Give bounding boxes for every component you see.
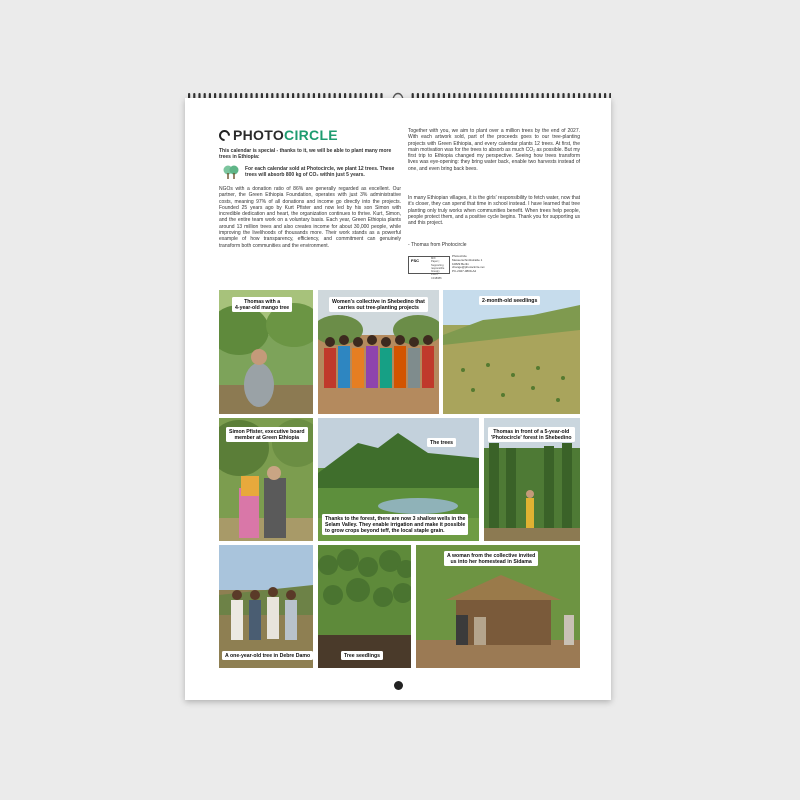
- caption-selam-valley: Thanks to the forest, there are now 3 shallow wells in the Selam Valley. They enable irrigation and make it possible to grow crops beyond teff, the local staple grain.: [322, 514, 468, 535]
- photo-debre-damo: [219, 545, 313, 668]
- caption-tree-seedlings: Tree seedlings: [341, 651, 383, 660]
- caption-thomas-forest: Thomas in front of a 5-year-old 'Photocircle' forest in Shebedino: [488, 427, 575, 442]
- highlight-text: For each calendar sold at Photocircle, we plant 12 trees. These trees will absorb 800 kg of CO₂ within just 5 years.: [245, 166, 395, 179]
- publisher-info: Photocircle Messerschmittstraße 1 10829 Berlin change@photocircle.net PC-2027-0809-A2: [452, 254, 485, 274]
- photocircle-logo: [219, 127, 338, 143]
- caption-homestead-sidama: A woman from the collective invited us into her homestead in Sidama: [444, 551, 538, 566]
- fsc-logo: FSC: [411, 258, 419, 263]
- logo-accent: CIRCLE: [284, 127, 338, 143]
- caption-debre-damo: A one-year-old tree in Debre Damo: [222, 651, 313, 660]
- caption-womens-collective: Women's collective in Shebedino that carries out tree-planting projects: [329, 297, 428, 312]
- caption-thomas-mango: Thomas with a 4-year-old mango tree: [232, 297, 292, 312]
- body-text-right-2: In many Ethiopian villages, it is the girls' responsibility to fetch water, now that it's closer, they can spend that time in school instead. I have learned that tree planting only truly works when communities benefit. When trees help people, people protect them, and a positive cycle begins. Thank you for supporting us and this project.: [408, 195, 580, 227]
- tree-icon: [222, 164, 240, 180]
- intro-text: This calendar is special - thanks to it, we will be able to plant many more trees in Ethiopia:: [219, 148, 392, 161]
- body-text-left: NGOs with a donation ratio of 86% are generally regarded as excellent. Our partner, the Green Ethiopia Foundation, operates with just 3% administrative costs, meaning 97% of all donations and income go directly into the projects. Founded 25 years ago by Kurt Pfister and now led by his son Simon with incredible dedication and heart, the organization continues to thrive. Kurt, Simon, and the entire team work on a voluntary basis. Each year, Green Ethiopia plants around 13 million trees and also creates income for about 30,000 people, while improving the livelihoods of thousands more. Their work stands as a powerful example of how transparency, efficiency, and commitment can genuinely transform both communities and the environment.: [219, 186, 401, 249]
- body-text-right-1: Together with you, we aim to plant over a million trees by the end of 2027. With each artwork sold, part of the proceeds goes to our tree-planting projects with Green Ethiopia, and every calendar plants 12 trees. At first, the main motivation was for the trees to absorb as much CO₂ as possible. But my first trip to Ethiopia changed my perspective. Seeing how trees transform lives was eye-opening: they bring water back, enable two harvests instead of one, and even bring back bees.: [408, 128, 580, 172]
- caption-the-trees: The trees: [427, 438, 456, 447]
- photo-seedlings-2-month: [443, 290, 580, 414]
- logo-circle-icon: [217, 127, 233, 143]
- photo-tree-seedlings: [318, 545, 411, 668]
- caption-simon-pfister: Simon Pfister, executive board member at Green Ethiopia: [226, 427, 308, 442]
- caption-seedlings-2-month: 2-month-old seedlings: [479, 296, 540, 305]
- signature: - Thomas from Photocircle: [408, 242, 467, 248]
- hanging-hole: [394, 681, 403, 690]
- fsc-text: MIX Paper | Supporting responsible forestry FSC® C018086: [431, 257, 445, 280]
- logo-prefix: PHOTO: [233, 127, 285, 143]
